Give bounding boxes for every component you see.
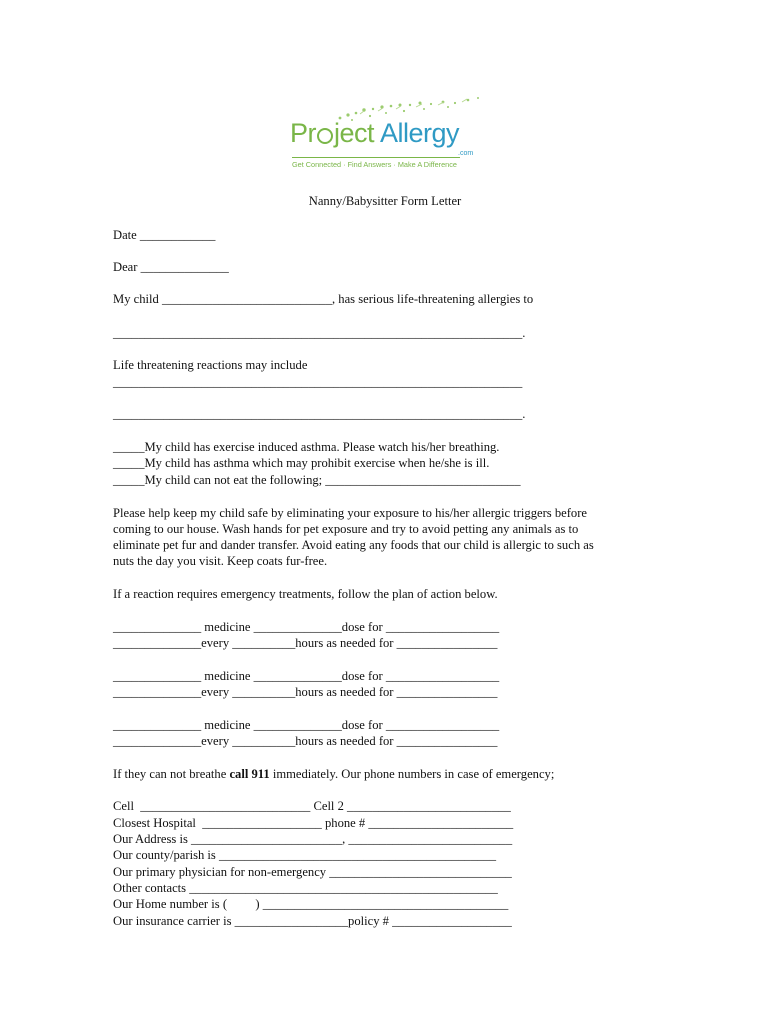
medicine-line: ______________ medicine ______________dose for __________________ [113,718,500,732]
paragraph-line: Please help keep my child safe by eliminating your exposure to his/her allergic triggers before [113,506,587,520]
paragraph-line: coming to our house. Wash hands for pet exposure and try to avoid petting any animals as to [113,522,579,536]
dosage-line: ______________every __________hours as needed for ________________ [113,685,498,699]
logo-word-pr: Pr [290,118,316,148]
my-child-line: My child ___________________________, has serious life-threatening allergies to [113,292,534,306]
physician-line: Our primary physician for non-emergency _____________________________ [113,865,512,879]
plan-heading: If a reaction requires emergency treatments, follow the plan of action below. [113,587,498,601]
reactions-heading: Life threatening reactions may include [113,358,308,372]
logo-tagline: Get Connected · Find Answers · Make A Difference [292,160,457,169]
medicine-line: ______________ medicine ______________dose for __________________ [113,620,500,634]
county-line: Our county/parish is ____________________________________________ [113,848,497,862]
call-911-text: call 911 [229,767,270,781]
logo-dotcom: .com [458,150,474,157]
emergency-text: If they can not breathe [113,767,230,781]
address-line: Our Address is ________________________, __________________________ [113,832,513,846]
other-contacts-line: Other contacts _________________________________________________ [113,881,498,895]
cell-line: Cell ___________________________ Cell 2 __________________________ [113,799,511,813]
logo-wordmark [290,118,459,148]
checklist-item: _____My child has asthma which may prohibit exercise when he/she is ill. [113,456,490,470]
dosage-line: ______________every __________hours as needed for ________________ [113,636,498,650]
medicine-line: ______________ medicine ______________dose for __________________ [113,669,500,683]
allergies-blank-line: _________________________________________________________________. [113,326,526,340]
dosage-line: ______________every __________hours as needed for ________________ [113,734,498,748]
paragraph-line: nuts the day you visit. Keep coats fur-free. [113,554,328,568]
form-title: Nanny/Babysitter Form Letter [308,194,462,208]
reactions-blank-line: _________________________________________________________________. [113,407,526,421]
date-line: Date ____________ [113,228,216,242]
emergency-instruction [113,766,554,782]
insurance-line: Our insurance carrier is __________________policy # ___________________ [113,914,512,928]
logo-word-ject: ject [334,118,375,148]
dear-line: Dear ______________ [113,260,229,274]
paragraph-line: eliminate pet fur and dander transfer. Avoid eating any foods that our child is allergic to such as [113,538,594,552]
hospital-line: Closest Hospital ___________________ phone # _______________________ [113,816,514,830]
checklist-item: _____My child can not eat the following; _______________________________ [113,473,521,487]
project-allergy-logo [290,94,490,176]
reactions-blank-line: _________________________________________________________________ [113,375,523,389]
home-number-line: Our Home number is ( ) _______________________________________ [113,897,509,911]
logo-word-allergy: Allergy [380,118,460,148]
checklist-item: _____My child has exercise induced asthma. Please watch his/her breathing. [113,440,500,454]
emergency-text-tail: immediately. Our phone numbers in case of emergency; [269,767,555,781]
logo-divider [292,157,460,158]
logo-o-dandelion-icon [317,128,333,144]
